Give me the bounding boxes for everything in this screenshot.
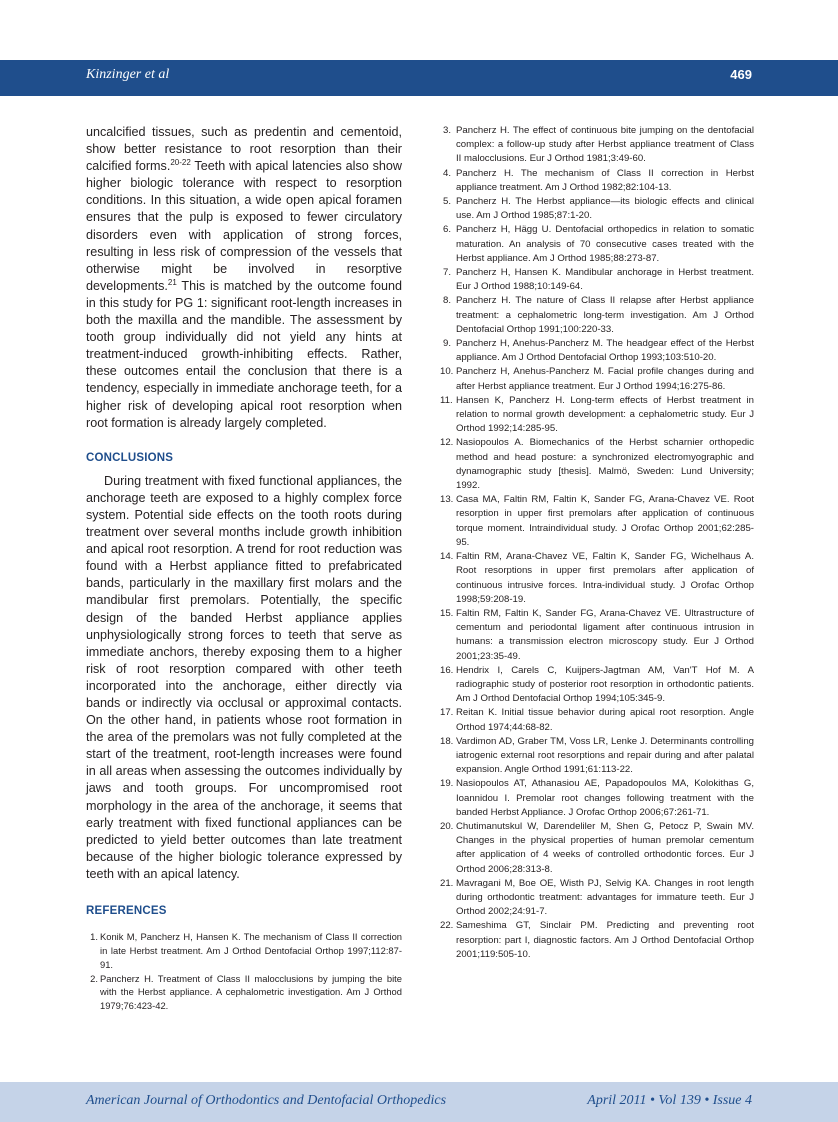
body-paragraph: uncalcified tissues, such as predentin and cementoid, show better resistance to root resorption than their calcified forms.$^{20-22}$ Teeth with apical latencies also show higher biologic tolerance with respect to resorption conditions. In this situation, a wide open apical foramen ensures that the pulp is exposed to fewer circulatory disorders even with application of strong forces, resulting in less risk of compression of the vessels that otherwise might be involved in resorptive developments.$^{21}$ This is matched by the outcome found in this study for PG 1: significant root-length increases in both the maxilla and the mandible. The assessment by tooth group individually did not yield any hints at treatment-induced growth-inhibiting effects. Rather, these outcomes entail the conclusion that there is a tendency, especially in immediate anchorage teeth, for a higher risk of developing apical root resorption when root formation is already largely completed.: [86, 125, 402, 430]
conclusions-paragraph: During treatment with fixed functional appliances, the anchorage teeth are exposed to a highly complex force system. Potential side effects on the tooth roots during treatment over several months include growth inhibition and apical root resorption. A trend for root reduction was found with a Herbst appliance fitted to prefabricated bands, particularly in the maxillary first molars and the mandibular first premolars. Potentially, the specific design of the banded Herbst appliance applies unphysiologically strong forces to teeth that serve as immediate anchors, thereby exposing them to a higher risk of root resorption compared with other teeth incorporated into the anchorage, either directly via bands or indirectly via occlusal or approximal contacts. On the other hand, in patients whose root formation in the area of the premolars was not fully completed at the start of the treatment, root-length increases were found in all areas when assessing the outcomes individually by jaws and tooth groups. For uncompromised root morphology in the area of the anchorage, it seems that early treatment with fixed functional appliances can be predicted to yield better outcomes than late treatment because of the higher biologic tolerance expressed by teeth with an apical latency.: [86, 473, 402, 881]
reference-item: 7. Pancherz H, Hansen K. Mandibular anchorage in Herbst treatment. Eur J Orthod 1988;10:149-64.: [442, 267, 754, 293]
reference-item: 8. Pancherz H. The nature of Class II relapse after Herbst appliance treatment: a cephalometric long-term investigation. Am J Orthod Dentofacial Orthop 1991;100:220-33.: [442, 295, 754, 335]
running-header: [0, 60, 838, 96]
reference-item: 4. Pancherz H. The mechanism of Class II correction in Herbst appliance treatment. Am J Orthod 1982;82:104-13.: [442, 167, 754, 193]
citation-superscript: 20-22: [170, 158, 191, 167]
right-column: [440, 124, 754, 962]
reference-item: 5. Pancherz H. The Herbst appliance—its biologic effects and clinical use. Am J Orthod 1985;87:1-20.: [442, 196, 754, 222]
reference-item: 10. Pancherz H, Anehus-Pancherz M. Facial profile changes during and after Herbst appliance treatment. Eur J Orthod 1994;16:275-86.: [440, 366, 754, 392]
reference-item: 21. Mavragani M, Boe OE, Wisth PJ, Selvig KA. Changes in root length during orthodontic treatment: advantages for immature teeth. Eur J Orthod 2002;24:91-7.: [440, 877, 754, 918]
references-list-right: [440, 124, 754, 962]
running-footer: [0, 1082, 838, 1122]
citation-superscript: 21: [167, 277, 177, 287]
references-list-left: [86, 930, 402, 1013]
reference-item: 1. Konik M, Pancherz H, Hansen K. The mechanism of Class II correction in late Herbst treatment. Am J Orthod Dentofacial Orthop 1997;112:87-91.: [90, 931, 402, 970]
reference-item: 15. Faltin RM, Faltin K, Sander FG, Arana-Chavez VE. Ultrastructure of cementum and periodontal ligament after continuous intrusion in humans: a transmission electron microscopy study. Eur J Orthod 2001;23:35-49.: [440, 607, 754, 662]
reference-item: 20. Chutimanutskul W, Darendeliler M, Shen G, Petocz P, Swain MV. Changes in the physical properties of human premolar cementum after application of 4 weeks of controlled orthodontic forces. Eur J Orthod 2006;28:313-8.: [440, 820, 754, 875]
reference-item: 12. Nasiopoulos A. Biomechanics of the Herbst scharnier orthopedic method and head posture: a synchronized electromyographic and dynamographic study [thesis]. Malmö, Sweden: Lund University; 1992.: [440, 437, 754, 492]
reference-item: 18. Vardimon AD, Graber TM, Voss LR, Lenke J. Determinants controlling iatrogenic external root resorptions and repair during and after palatal expansion. Angle Orthod 1991;61:113-22.: [440, 735, 754, 776]
left-column: [86, 124, 402, 1013]
reference-item: 19. Nasiopoulos AT, Athanasiou AE, Papadopoulos MA, Kolokithas G, Ioannidou I. Premolar root changes following treatment with the banded Herbst Appliance. J Orofac Orthop 2006;67:261-71.: [440, 778, 754, 818]
reference-item: 9. Pancherz H, Anehus-Pancherz M. The headgear effect of the Herbst appliance. Am J Orthod Dentofacial Orthop 1993;103:510-20.: [442, 338, 754, 364]
reference-item: 3. Pancherz H. The effect of continuous bite jumping on the dentofacial complex: a follow-up study after Herbst appliance treatment of Class II malocclusions. Eur J Orthod 1981;3:49-60.: [442, 125, 754, 165]
reference-item: 14. Faltin RM, Arana-Chavez VE, Faltin K, Sander FG, Wichelhaus A. Root resorptions in upper first premolars after application of continuous intrusive forces. Intra-individual study. J Orofac Orthop 1998;59:208-19.: [440, 551, 754, 605]
page-number: 469: [730, 67, 752, 82]
reference-item: 16. Hendrix I, Carels C, Kuijpers-Jagtman AM, Van'T Hof M. A radiographic study of posterior root resorption in orthodontic patients. Am J Orthod Dentofacial Orthop 1994;105:345-9.: [440, 664, 754, 705]
reference-item: 2. Pancherz H. Treatment of Class II malocclusions by jumping the bite with the Herbst appliance. A cephalometric investigation. Am J Orthod 1979;76:423-42.: [90, 972, 402, 1012]
references-heading: REFERENCES: [86, 905, 167, 918]
running-header-author: Kinzinger et al: [86, 67, 170, 82]
conclusions-heading: CONCLUSIONS: [86, 451, 174, 464]
reference-item: 6. Pancherz H, Hägg U. Dentofacial orthopedics in relation to somatic maturation. An analysis of 70 consecutive cases treated with the Herbst appliance. Am J Orthod 1985;88:273-87.: [442, 224, 754, 264]
reference-item: 17. Reitan K. Initial tissue behavior during apical root resorption. Angle Orthod 1974;44:68-82.: [440, 707, 754, 733]
issue-info: April 2011 • Vol 139 • Issue 4: [587, 1093, 752, 1108]
reference-item: 13. Casa MA, Faltin RM, Faltin K, Sander FG, Arana-Chavez VE. Root resorption in upper first premolars after application of continuous torque moment. Intraindividual study. J Orofac Orthop 2001;62:285-95.: [440, 494, 754, 548]
reference-item: 11. Hansen K, Pancherz H. Long-term effects of Herbst treatment in relation to normal growth development: a cephalometric study. Eur J Orthod 1992;14:285-95.: [440, 394, 754, 435]
reference-item: 22. Sameshima GT, Sinclair PM. Predicting and preventing root resorption: part I, diagnostic factors. Am J Orthod Dentofacial Orthop 2001;119:505-10.: [440, 920, 754, 960]
journal-name: American Journal of Orthodontics and Dentofacial Orthopedics: [86, 1093, 447, 1108]
